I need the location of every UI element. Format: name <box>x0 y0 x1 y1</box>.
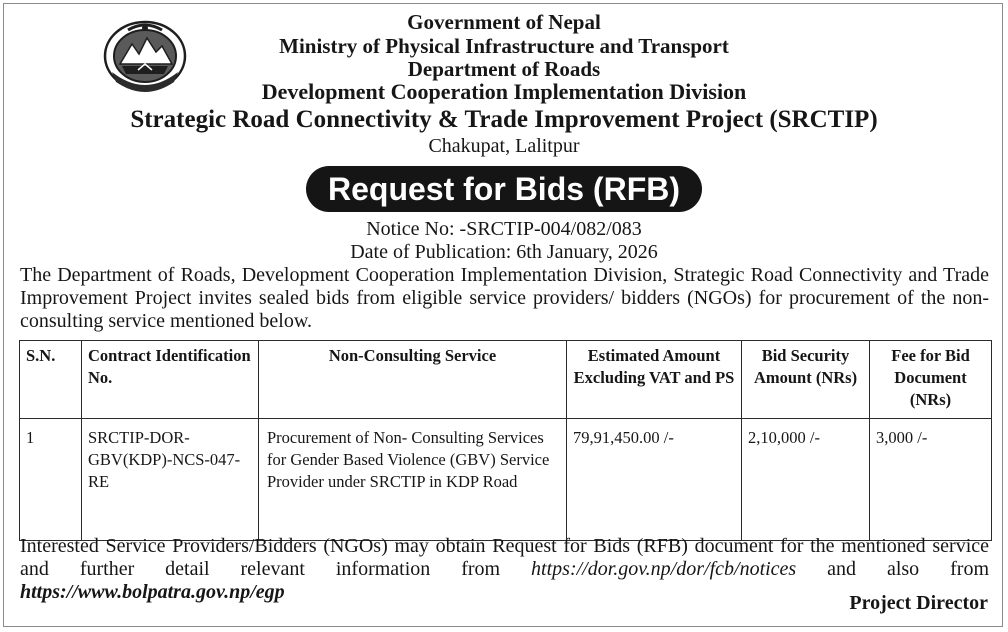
header-contract-id: Contract Identification No. <box>82 341 259 419</box>
header-service: Non-Consulting Service <box>259 341 567 419</box>
cell-document-fee: 3,000 /- <box>870 419 992 541</box>
bolpatra-link[interactable]: https://www.bolpatra.gov.np/egp <box>20 581 285 603</box>
table-header-row <box>20 341 992 419</box>
division-heading: Development Cooperation Implementation Division <box>261 79 747 104</box>
cell-service: Procurement of Non- Consulting Services for Gender Based Violence (GBV) Service Provider under SRCTIP in KDP Road <box>259 419 567 541</box>
cell-contract-id: SRCTIP-DOR-GBV(KDP)-NCS-047-RE <box>82 419 259 541</box>
header-bid-security: Bid Security Amount (NRs) <box>742 341 870 419</box>
government-heading: Government of Nepal <box>407 10 601 34</box>
ministry-heading: Ministry of Physical Infrastructure and Transport <box>279 34 729 58</box>
closing-paragraph <box>20 535 989 604</box>
bids-table <box>19 340 992 541</box>
page-title: Request for Bids (RFB) <box>306 166 702 212</box>
project-heading: Strategic Road Connectivity & Trade Improvement Project (SRCTIP) <box>130 106 878 133</box>
header-sn: S.N. <box>20 341 82 419</box>
signoff: Project Director <box>849 592 988 614</box>
closing-text: Interested Service Providers/Bidders (NGOs) may obtain Request for Bids (RFB) document for the mentioned service and further detail relevant information from <box>20 535 989 580</box>
header-document-fee: Fee for Bid Document (NRs) <box>870 341 992 419</box>
address-line: Chakupat, Lalitpur <box>428 135 580 157</box>
cell-bid-security: 2,10,000 /- <box>742 419 870 541</box>
dor-notices-link[interactable]: https://dor.gov.np/dor/fcb/notices <box>531 558 797 580</box>
cell-estimated-amount: 79,91,450.00 /- <box>567 419 742 541</box>
notice-number: Notice No: -SRCTIP-004/082/083 <box>366 218 642 240</box>
department-heading: Department of Roads <box>407 57 601 81</box>
table-row <box>20 419 992 541</box>
closing-connector: and also from <box>827 558 989 580</box>
intro-paragraph: The Department of Roads, Development Cooperation Implementation Division, Strategic Road Connectivity and Trade Improvement Project invites sealed bids from eligible service providers/ bidders (NGOs) for procurement of the non-consulting service mentioned below. <box>20 264 989 332</box>
header-estimated-amount: Estimated Amount Excluding VAT and PS <box>567 341 742 419</box>
cell-sn: 1 <box>20 419 82 541</box>
publication-date: Date of Publication: 6th January, 2026 <box>350 241 658 263</box>
